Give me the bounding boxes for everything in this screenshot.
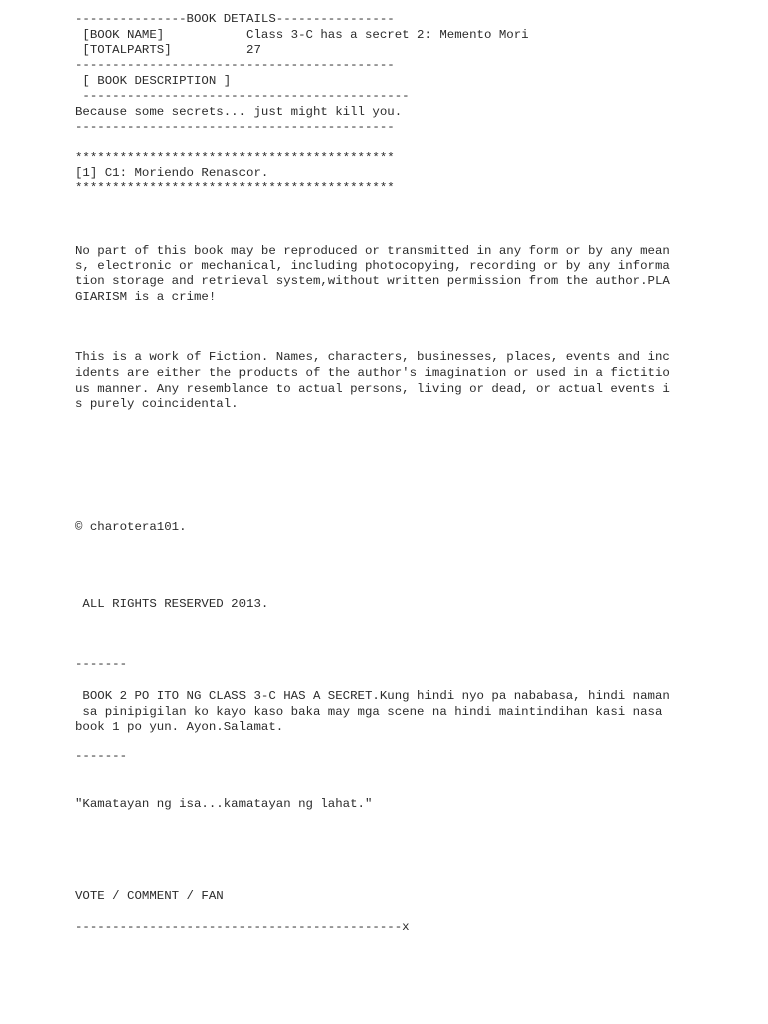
book-details-rule: ---------------BOOK DETAILS---------------- — [75, 12, 395, 26]
rights-reserved: ALL RIGHTS RESERVED 2013. — [75, 597, 269, 611]
copyright-notice-line: s, electronic or mechanical, including photocopying, recording or by any informa — [75, 259, 670, 273]
note-rule-bottom: ------- — [75, 749, 128, 763]
call-to-action: VOTE / COMMENT / FAN — [75, 889, 224, 903]
end-rule: --------------------------------------------x — [75, 920, 410, 934]
author-credit: © charotera101. — [75, 520, 187, 534]
copyright-notice-line: GIARISM is a crime! — [75, 290, 217, 304]
chapter-title: [1] C1: Moriendo Renascor. — [75, 166, 269, 180]
copyright-notice-line: tion storage and retrieval system,without written permission from the author.PLA — [75, 274, 670, 288]
fiction-disclaimer-line: This is a work of Fiction. Names, characters, businesses, places, events and inc — [75, 350, 670, 364]
divider-rule: ------------------------------------------- — [75, 58, 395, 72]
author-note-line: BOOK 2 PO ITO NG CLASS 3-C HAS A SECRET.Kung hindi nyo pa nababasa, hindi naman — [75, 689, 670, 703]
copyright-notice-line: No part of this book may be reproduced or transmitted in any form or by any mean — [75, 244, 670, 258]
divider-rule: -------------------------------------------- — [75, 89, 410, 103]
quote-text: "Kamatayan ng isa...kamatayan ng lahat." — [75, 797, 373, 811]
divider-rule: ------------------------------------------- — [75, 120, 395, 134]
fiction-disclaimer-line: idents are either the products of the author's imagination or used in a fictitio — [75, 366, 670, 380]
book-name-line: [BOOK NAME] Class 3-C has a secret 2: Memento Mori — [75, 28, 529, 42]
fiction-disclaimer-line: s purely coincidental. — [75, 397, 239, 411]
total-parts-line: [TOTALPARTS] 27 — [75, 43, 261, 57]
chapter-stars-top: ******************************************* — [75, 151, 395, 165]
author-note-line: sa pinipigilan ko kayo kaso baka may mga scene na hindi maintindihan kasi nasa — [75, 705, 663, 719]
note-rule-top: ------- — [75, 657, 128, 671]
fiction-disclaimer-line: us manner. Any resemblance to actual persons, living or dead, or actual events i — [75, 382, 670, 396]
chapter-stars-bottom: ******************************************* — [75, 181, 395, 195]
book-description-heading: [ BOOK DESCRIPTION ] — [75, 74, 232, 88]
book-description-text: Because some secrets... just might kill you. — [75, 105, 403, 119]
author-note-line: book 1 po yun. Ayon.Salamat. — [75, 720, 284, 734]
